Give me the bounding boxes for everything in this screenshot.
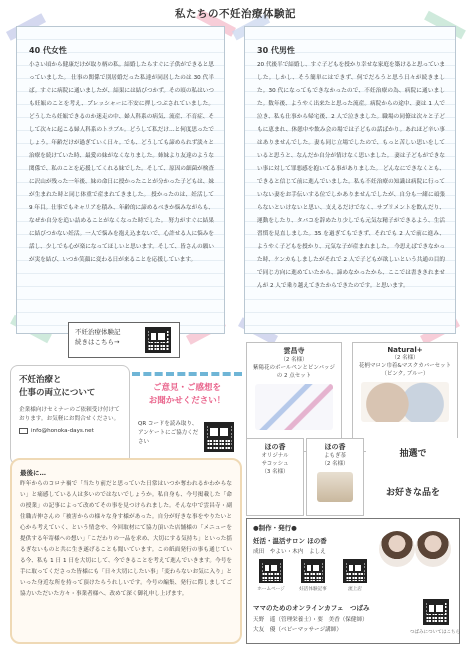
postscript-body: 昨年からのコロナ禍で「当たり前だと思っていた日常はいつか奪われるかわからない」と痛感している人は多いのではないでしょうか。私自身も、今号掲載した「命の授業」の記事によって改めてその事を見つけられました。そんな中で雲昌寺・副住職吉伸さんの「被害からの様々な身す様があった。自分が好きな事をやりたいと心から考えていく、という情念や、今回取材にて協力頂いた店舗様の「メニューを提供する年寄様への想い」「こだわりの一品を求め、大切にする気持ち」といった揺るぎないものと共に生き遂げることも聞いています。この紙面発行の事も通じている今、私も 1 日 1 日を大切にして、今できることを考えて進んでいきます。今号を手に取ってくださった皆様にも「日々大切にしたい事」「変わらないお気に入り」といった身近な所を持って頂けたらうれしいです。今号の編集、発行に際しましてご協力いただいた方々・事業者様へ、改めて深く御礼申し上げます。 bbox=[20, 481, 232, 597]
work-description: 企業様向けセミナーのご依頼受け付けております。お気軽にお問合せください。 bbox=[19, 407, 120, 422]
cafe-staff-2: 大友 優（ベビーマッサージ講師） bbox=[253, 627, 342, 633]
work-title-2: 仕事の両立について bbox=[19, 388, 96, 398]
present-title-1: 抽選で bbox=[399, 449, 427, 459]
gift-count: （3 名様） bbox=[261, 469, 289, 475]
qr-label: ホームページ bbox=[257, 587, 285, 592]
page-title: 私たちの不妊治療体験記 bbox=[175, 8, 296, 20]
cafe-staff-1: 天野 遥（管理栄養士）・要 美香（保健師） bbox=[253, 617, 368, 623]
gift-description: サコッシュ bbox=[261, 461, 289, 467]
pouch-and-mask-photo bbox=[361, 382, 449, 422]
gift-item bbox=[246, 342, 342, 452]
qr-label: 妊活体験記事 bbox=[299, 587, 327, 592]
credits-heading: ●制作・発行● bbox=[253, 524, 297, 532]
link-line-2: 続きはこちら→ bbox=[75, 338, 120, 346]
cafe-name: ママのためのオンラインカフェ つばみ bbox=[253, 604, 370, 612]
qr-code-icon[interactable] bbox=[204, 422, 234, 452]
qr-code-icon[interactable] bbox=[145, 327, 171, 353]
staff-photo bbox=[415, 531, 451, 567]
gift-count: （2 名様） bbox=[391, 355, 419, 361]
gift-name: 雲昌寺 bbox=[283, 347, 305, 355]
survey-title-1: ご意見・ご感想を bbox=[152, 383, 221, 393]
gift-description: 花柄マロン巾着&マスクカバーセット（ピンク, ブルー） bbox=[358, 363, 452, 377]
qr-code-icon[interactable] bbox=[343, 559, 367, 583]
qr-code-icon[interactable] bbox=[301, 559, 325, 583]
story-author: 40 代女性 bbox=[29, 46, 67, 55]
organization-name: 妊活・温活サロン ほの香 bbox=[253, 537, 327, 545]
work-title-1: 不妊治療と bbox=[19, 375, 62, 385]
link-line-1: 不妊治療体験記 bbox=[75, 328, 121, 336]
qr-code-icon[interactable] bbox=[423, 599, 449, 625]
gift-subtitle: オリジナル bbox=[261, 453, 289, 459]
gift-item bbox=[306, 438, 364, 516]
email-row[interactable] bbox=[19, 428, 121, 434]
story-panel-male bbox=[244, 26, 456, 334]
qr-label: 流上店 bbox=[348, 587, 362, 592]
story-body: 小さい頃から健康だけが取り柄の私。結婚したらすぐに子供ができると思っていました。 仕事の関係で別居婚だった私達が同居したのは 30 代半ば。すぐに病院に通いましたが、結果には結びつかず。その頃の私はいつも妊娠のことを考え、プレッシャーに不安に押しつぶされていました。 どうしたら妊娠できるのか迷走の中、婦人科系の病気、流産、不育症、そして次々に起こる婦人科系のトラブル。どうして私だけ…と何度思ったでしょう。年齢だけが過ぎていく日々。でも、どうしても諦められず淡々と治療を続けていた時、最愛の妹がなくなりました。姉妹より友達のような関係で、私のことを応援してくれる妹でした。そして、原因の細菌が検査に沢山が残った一年後、妹の命日に授かったことが分かった子どもは、妹が生まれた時と同じ体重で産まれてきました。 授かったのは、妊活して 9 年目。仕事でもキャリアを積み、年齢的に諦めるべきか悩みながらも、なぜか自分を追い詰めることがなくなった時でした。 努力がすぐに結果に結びつかない妊活。一人で悩みを抱え込まないで、心許せる人に悩みを話し、少しでも心が楽になってほしいと思います。そして、皆さんの願いが実を結び、いつか笑顔に変わる日が来ることを応援しています。 bbox=[29, 62, 214, 263]
present-title-2: お好きな品を bbox=[385, 488, 440, 498]
work-balance-box bbox=[10, 365, 130, 465]
gift-name: Natural+ bbox=[387, 346, 423, 354]
gift-item bbox=[352, 342, 458, 452]
pen-and-pin-photo bbox=[255, 384, 333, 430]
story-body: 20 代後半で結婚し、すぐ子どもを授かり幸せな家庭を築けると思っていました。しかし、そう簡単にはできず、何でだろうと思う日々が続きました。30 代になってもできなかったので、不妊治療の為、病院に通いました。数年後、ようやく出来たと思った流産。病院からの途中、妻は 1 人で泣き、私も仕事から帰宅後、2 人で泣きました。職場の同僚は次々と子どもに恵まれ、休憩中や飲み会の場では子どもの話ばかり。あれほど辛い事はありませんでした。妻も同じ立場でしたので、もっと苦しい思いをしていると思うと、なんだか自分が情けなく思いました。 妻は子どもができない事に対して罪悪感を抱いてる事がありました。 どんなにできなくとも、できると信じて前に進んでいました。私も不妊治療の知識は病院に行っていない妻をお手伝いする位でしかありませんでしたが、自分も一緒に頑張らないといけないと思い、支えるだけでなく、サプリメントを飲んだり、運動をしたり、タバコを辞めたり少しでも元気な精子ができるよう、生活習慣を見直しました。35 を過ぎてもできず、それでも 2 人で前に進み、ようやく子どもを授かり、元気な子が産まれました。 今思えばできなかった時、ケンカもしましたがそれで 2 人で子どもが欲しいという共通の目的で同じ方向に進めていたから、諦めなかったから、ここでは書ききれませんが 2 人で乗り越えてきたからできたのです。と思います。 bbox=[257, 62, 445, 289]
gift-count: （2 名様） bbox=[280, 357, 308, 363]
qr-code-icon[interactable] bbox=[259, 559, 283, 583]
gift-name: ほの香 bbox=[264, 443, 286, 451]
email-address[interactable]: info@honoka-days.net bbox=[31, 428, 94, 434]
gift-description: 紫陽花のボールペンとピンバッジの 2 点セット bbox=[252, 365, 335, 379]
story-link-box[interactable] bbox=[68, 322, 180, 358]
story-author: 30 代男性 bbox=[257, 46, 295, 55]
qr-label: つばみについてはこちら bbox=[409, 630, 461, 635]
staff-names: 成田 やよい・木内 よしえ bbox=[253, 549, 326, 555]
story-panel-female bbox=[16, 26, 225, 334]
mail-icon bbox=[19, 428, 28, 434]
postscript-heading: 最後に… bbox=[20, 469, 46, 477]
present-banner bbox=[366, 438, 460, 516]
credits-box bbox=[246, 518, 460, 644]
gift-count: （2 名様） bbox=[321, 461, 349, 467]
survey-description: QR コードを読み取り、アンケートにご協力ください bbox=[138, 421, 199, 445]
gift-subtitle: よもぎ茶 bbox=[323, 453, 346, 459]
gift-item bbox=[246, 438, 304, 516]
survey-title-2: お聞かせください！ bbox=[148, 396, 226, 406]
gift-name: ほの香 bbox=[324, 443, 346, 451]
tea-photo bbox=[317, 472, 353, 502]
postscript-box bbox=[10, 458, 242, 644]
staff-photo bbox=[379, 531, 415, 567]
